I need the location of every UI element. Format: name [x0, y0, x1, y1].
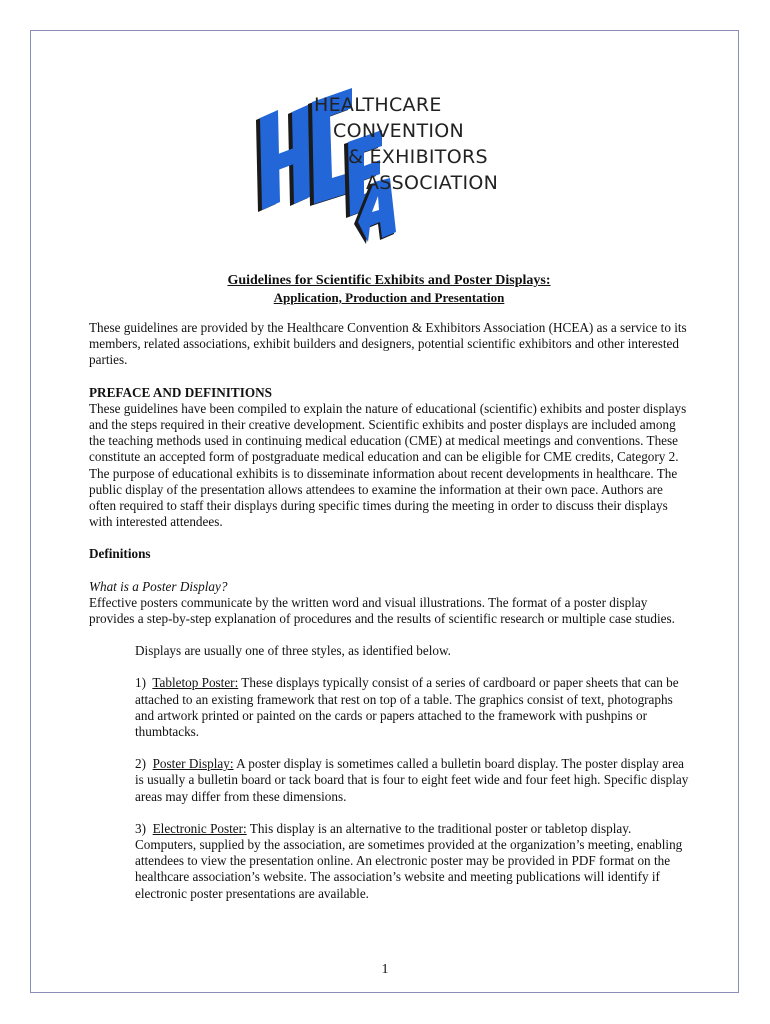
- list-item: [135, 821, 689, 902]
- list-item-body: This display is an alternative to the traditional poster or tabletop display. Computers, supplied by the association, are sometimes provided at the organization’s meeting, enabling attendees to view the presentation online. An electronic poster may be provided in PDF format on the healthcare association’s website. The association’s website and meeting publications will identify if electronic poster presentations are available.: [135, 820, 683, 901]
- hcea-logo: [248, 84, 518, 252]
- document-body: [89, 272, 689, 902]
- list-item: [135, 675, 689, 740]
- logo-line-1: HEALTHCARE: [314, 94, 442, 116]
- preface-paragraph: These guidelines have been compiled to explain the nature of educational (scientific) exhibits and poster displays and the steps required in their creative development. Scientific exhibits and poster displays are included among the teaching methods used in continuing medical education (CME) at medical meetings and conventions. These constitute an accepted form of postgraduate medical education and can be eligible for CME credits, Category 2. The purpose of educational exhibits is to disseminate information about recent developments in healthcare. The public display of the presentation allows attendees to examine the information at their own pace. Authors are often required to staff their displays during specific times during the meeting in order to discuss their displays with interested attendees.: [89, 400, 687, 530]
- page-number: 1: [381, 962, 389, 977]
- logo-line-2: CONVENTION: [333, 120, 465, 142]
- list-item: [135, 756, 689, 805]
- list-item-number: 2): [135, 756, 146, 772]
- list-item-term: Tabletop Poster:: [152, 675, 239, 691]
- preface-heading: PREFACE AND DEFINITIONS: [89, 384, 272, 400]
- list-item-term: Poster Display:: [152, 756, 234, 772]
- poster-question: What is a Poster Display?: [89, 578, 228, 594]
- list-item-body: A poster display is sometimes called a bulletin board display. The poster display area is usually a bulletin board or tack board that is four to eight feet wide and four feet high. Specific display areas may differ from these dimensions.: [135, 756, 689, 804]
- definitions-heading: Definitions: [89, 546, 151, 562]
- intro-paragraph: These guidelines are provided by the Healthcare Convention & Exhibitors Association (HCEA) as a service to its members, related associations, exhibit builders and designers, potential scientific exhibitors and other interested parties.: [89, 320, 687, 368]
- logo-line-4: ASSOCIATION: [366, 172, 499, 194]
- list-item-number: 1): [135, 675, 146, 691]
- document-subtitle: Application, Production and Presentation: [273, 290, 505, 305]
- list-item-term: Electronic Poster:: [152, 820, 247, 836]
- document-title: Guidelines for Scientific Exhibits and Poster Displays:: [227, 273, 551, 288]
- list-item-number: 3): [135, 820, 146, 836]
- poster-paragraph: Effective posters communicate by the written word and visual illustrations. The format of a poster display provides a step-by-step explanation of procedures and the results of scientific research or multiple case studies.: [89, 594, 675, 627]
- styles-intro: Displays are usually one of three styles, as identified below.: [135, 643, 451, 659]
- logo-line-3: & EXHIBITORS: [348, 146, 488, 168]
- list-item-body: These displays typically consist of a series of cardboard or paper sheets that can be attached to an existing framework that rest on top of a table. The graphics consist of text, photographs and artwork printed or painted on the cards or papers attached to the framework with pushpins or thumbtacks.: [135, 675, 679, 740]
